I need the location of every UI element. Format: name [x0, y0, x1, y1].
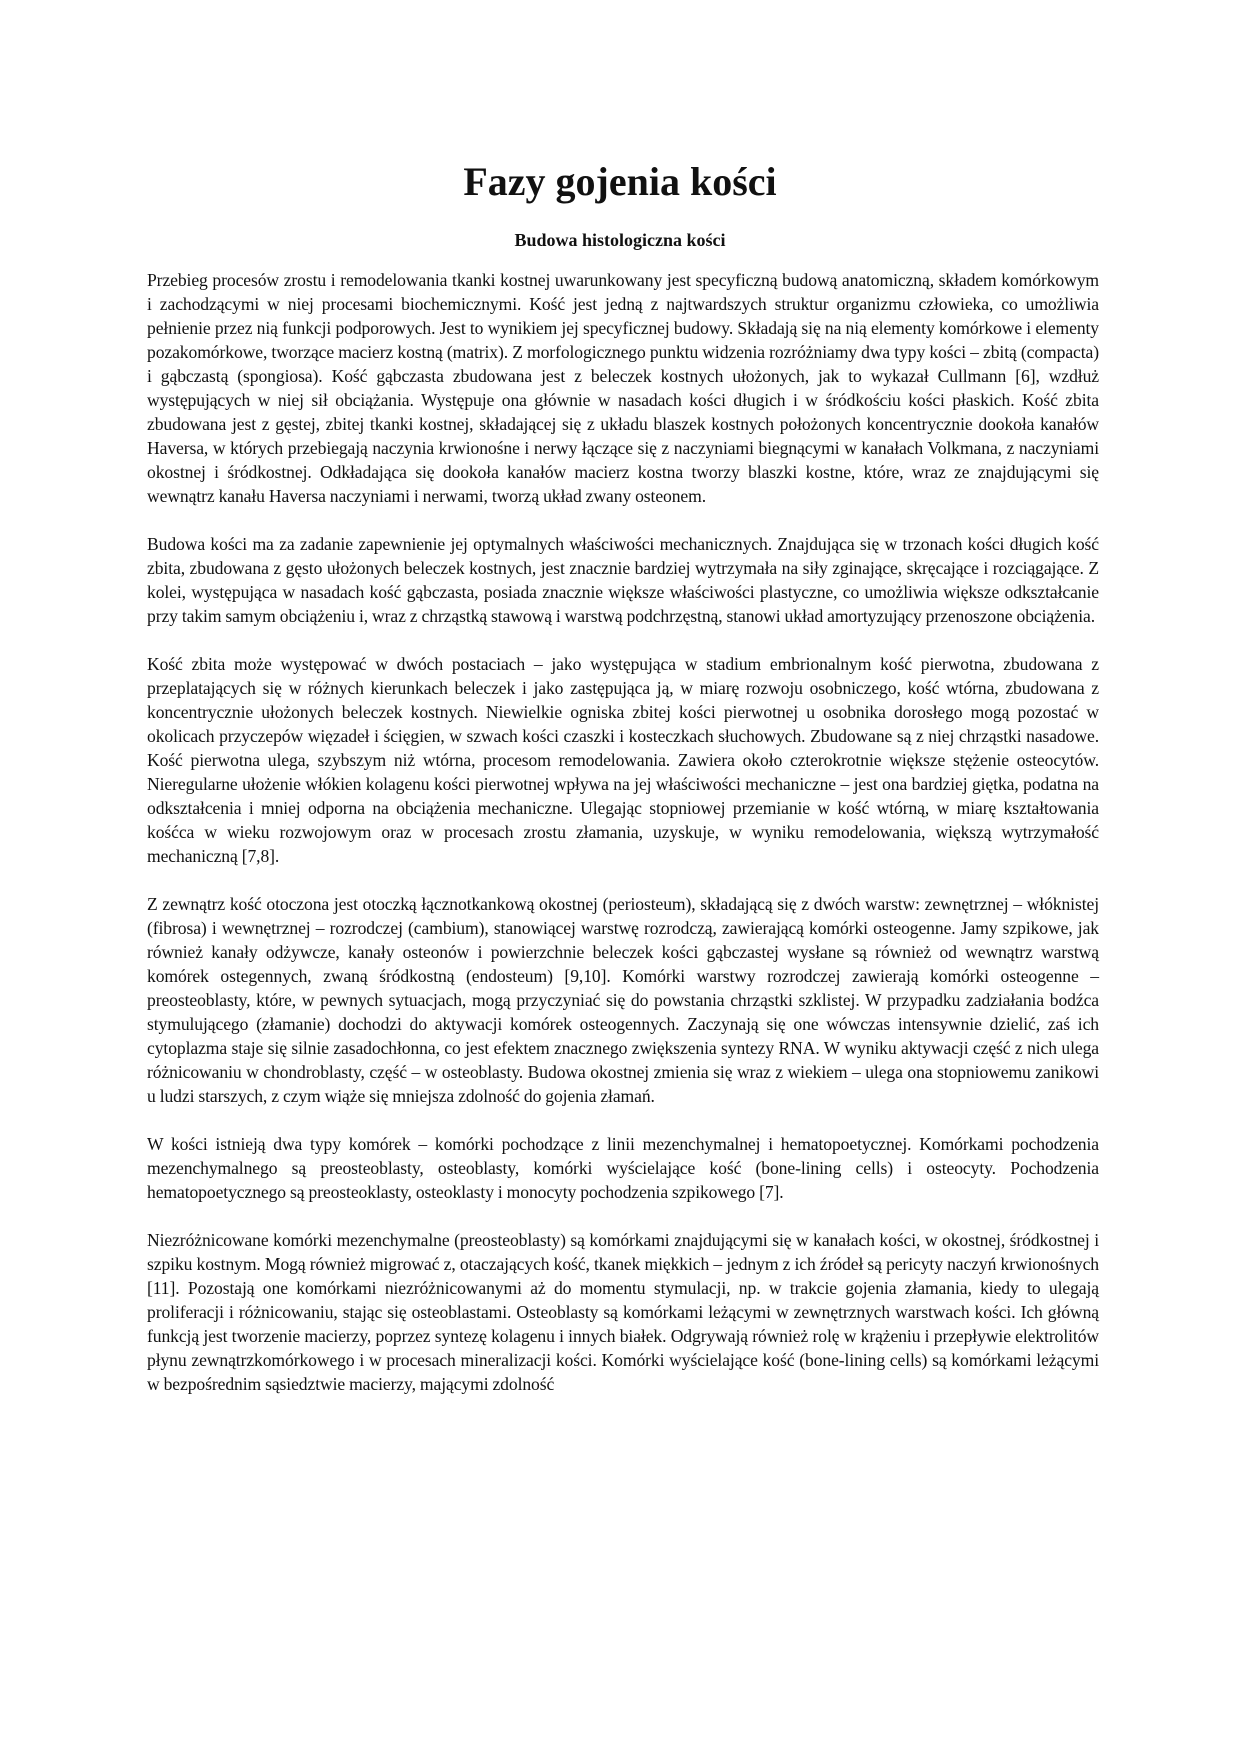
paragraph: Niezróżnicowane komórki mezenchymalne (preosteoblasty) są komórkami znajdującymi się w kanałach kości, w okostnej, śródkostnej i szpiku kostnym. Mogą również migrować z, otaczających kość, tkanek miękkich – jednym z ich źródeł są pericyty naczyń krwionośnych [11]. Pozostają one komórkami niezróżnicowanymi aż do momentu stymulacji, np. w trakcie gojenia złamania, kiedy to ulegają proliferacji i różnicowaniu, stając się osteoblastami. Osteoblasty są komórkami leżącymi w zewnętrznych warstwach kości. Ich główną funkcją jest tworzenie macierzy, poprzez syntezę kolagenu i innych białek. Odgrywają również rolę w krążeniu i przepływie elektrolitów płynu zewnątrzkomórkowego i w procesach mineralizacji kości. Komórki wyścielające kość (bone-lining cells) są komórkami leżącymi w bezpośrednim sąsiedztwie macierzy, mającymi zdolność — [147, 1230, 1099, 1394]
paragraph: Budowa kości ma za zadanie zapewnienie jej optymalnych właściwości mechanicznych. Znajdująca się w trzonach kości długich kość zbita, zbudowana z gęsto ułożonych beleczek kostnych, jest znacznie bardziej wytrzymała na siły zginające, skręcające i rozciągające. Z kolei, występująca w nasadach kość gąbczasta, posiada znacznie większe właściwości plastyczne, co umożliwia większe odkształcanie przy takim samym obciążeniu i, wraz z chrząstką stawową i warstwą podchrzęstną, stanowi układ amortyzujący przenoszone obciążenia. — [147, 534, 1099, 626]
document-body — [147, 268, 1099, 1420]
paragraph: W kości istnieją dwa typy komórek – komórki pochodzące z linii mezenchymalnej i hematopoetycznej. Komórkami pochodzenia mezenchymalnego są preosteoblasty, osteoblasty, komórki wyścielające kość (bone-lining cells) i osteocyty. Pochodzenia hematopoetycznego są preosteoklasty, osteoklasty i monocyty pochodzenia szpikowego [7]. — [147, 1134, 1099, 1202]
section-heading: Budowa histologiczna kości — [514, 230, 726, 250]
paragraph: Przebieg procesów zrostu i remodelowania tkanki kostnej uwarunkowany jest specyficzną budową anatomiczną, składem komórkowym i zachodzącymi w niej procesami biochemicznymi. Kość jest jedną z najtwardszych struktur organizmu człowieka, co umożliwia pełnienie przez nią funkcji podporowych. Jest to wynikiem jej specyficznej budowy. Składają się na nią elementy komórkowe i elementy pozakomórkowe, tworzące macierz kostną (matrix). Z morfologicznego punktu widzenia rozróżniamy dwa typy kości – zbitą (compacta) i gąbczastą (spongiosa). Kość gąbczasta zbudowana jest z beleczek kostnych ułożonych, jak to wykazał Cullmann [6], wzdłuż występujących w niej sił obciążania. Występuje ona głównie w nasadach kości długich i w śródkościu kości płaskich. Kość zbita zbudowana jest z gęstej, zbitej tkanki kostnej, składającej się z układu blaszek kostnych położonych koncentrycznie dookoła kanałów Haversa, w których przebiegają naczynia krwionośne i nerwy łączące się z naczyniami biegnącymi w kanałach Volkmana, z naczyniami okostnej i śródkostnej. Odkładająca się dookoła kanałów macierz kostna tworzy blaszki kostne, które, wraz ze znajdującymi się wewnątrz kanału Haversa naczyniami i nerwami, tworzą układ zwany osteonem. — [147, 270, 1099, 506]
paragraph: Kość zbita może występować w dwóch postaciach – jako występująca w stadium embrionalnym kość pierwotna, zbudowana z przeplatających się w różnych kierunkach beleczek i jako zastępująca ją, w miarę rozwoju osobniczego, kość wtórna, zbudowana z koncentrycznie ułożonych beleczek kostnych. Niewielkie ogniska zbitej kości pierwotnej u osobnika dorosłego mogą pozostać w okolicach przyczepów więzadeł i ścięgien, w szwach kości czaszki i kosteczkach słuchowych. Zbudowane są z niej chrząstki nasadowe. Kość pierwotna ulega, szybszym niż wtórna, procesom remodelowania. Zawiera około czterokrotnie większe stężenie osteocytów. Nieregularne ułożenie włókien kolagenu kości pierwotnej wpływa na jej właściwości mechaniczne – jest ona bardziej giętka, podatna na odkształcenia i mniej odporna na obciążenia mechaniczne. Ulegając stopniowej przemianie w kość wtórną, w miarę kształtowania kośćca w wieku rozwojowym oraz w procesach zrostu złamania, uzyskuje, w wyniku remodelowania, większą wytrzymałość mechaniczną [7,8]. — [147, 654, 1099, 866]
document-title: Fazy gojenia kości — [463, 159, 777, 204]
paragraph: Z zewnątrz kość otoczona jest otoczką łącznotkankową okostnej (periosteum), składającą się z dwóch warstw: zewnętrznej – włóknistej (fibrosa) i wewnętrznej – rozrodczej (cambium), stanowiącej warstwę rozrodczą, zawierającą komórki osteogenne. Jamy szpikowe, jak również kanały odżywcze, kanały osteonów i powierzchnie beleczek kości gąbczastej wysłane są również od wewnątrz warstwą komórek ostegennych, zwaną śródkostną (endosteum) [9,10]. Komórki warstwy rozrodczej zawierają komórki osteogenne – preosteoblasty, które, w pewnych sytuacjach, mogą przyczyniać się do powstania chrząstki szklistej. W przypadku zadziałania bodźca stymulującego (złamanie) dochodzi do aktywacji komórek osteogennych. Zaczynają się one wówczas intensywnie dzielić, zaś ich cytoplazma staje się silnie zasadochłonna, co jest efektem znacznego zwiększenia syntezy RNA. W wyniku aktywacji część z nich ulega różnicowaniu w chondroblasty, część – w osteoblasty. Budowa okostnej zmienia się wraz z wiekiem – ulega ona stopniowemu zanikowi u ludzi starszych, z czym wiąże się mniejsza zdolność do gojenia złamań. — [147, 894, 1099, 1106]
